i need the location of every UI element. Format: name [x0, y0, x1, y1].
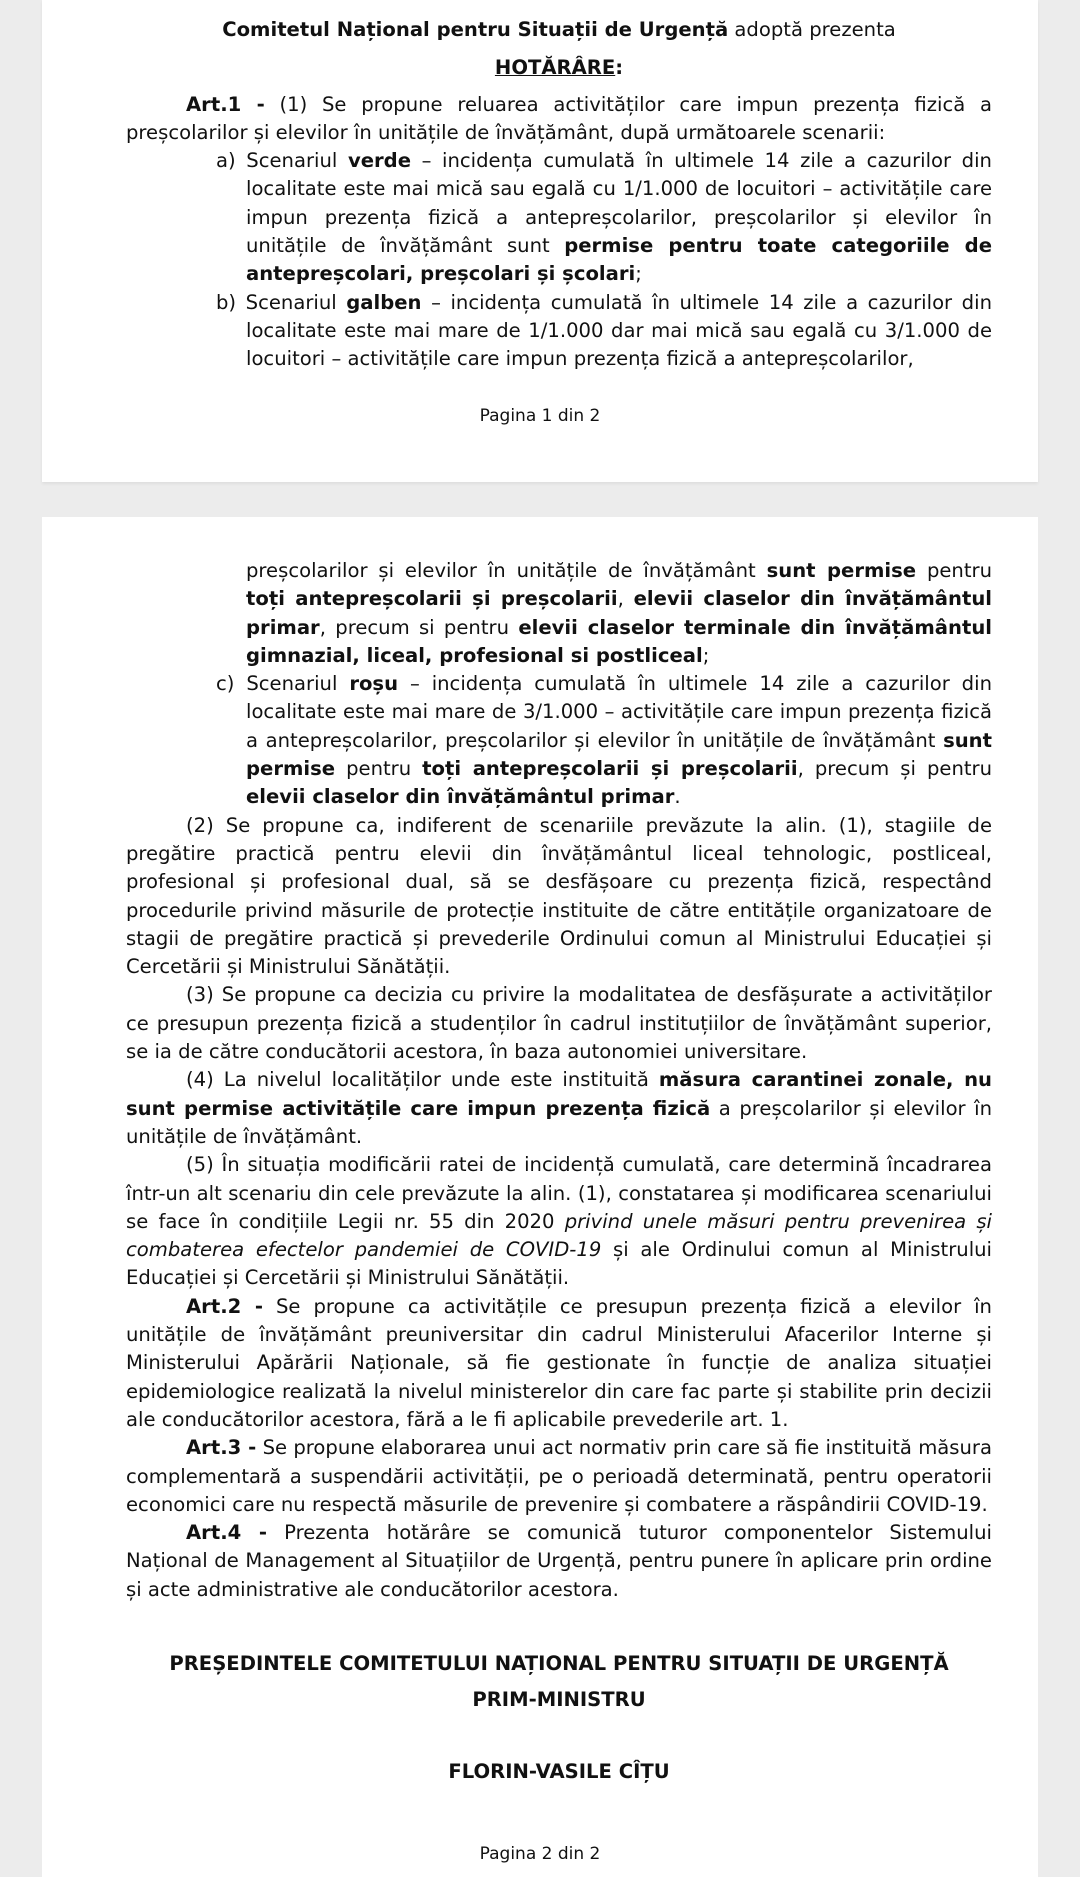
scenario-red-bold-3: elevii claselor din învățământul primar: [246, 785, 675, 809]
committee-name: Comitetul Național pentru Situații de Urgență: [222, 18, 729, 41]
article-4: [126, 1519, 992, 1604]
paragraph-5-law-title: privind unele măsuri pentru prevenirea și combaterea efectelor pandemiei de COVID-19: [126, 1209, 992, 1262]
yellow-cont-text-3: ,: [617, 587, 634, 611]
scenario-red-prefix: c) Scenariul: [216, 672, 350, 696]
scenario-red-end: .: [674, 785, 681, 809]
decision-header: [126, 16, 992, 44]
article-4-label: Art.4 -: [186, 1521, 268, 1545]
paragraph-3: (3) Se propune ca decizia cu privire la modalitatea de desfășurate a activităților ce presupun prezența fizică a studenților în cadrul instituțiilor de învățământ superior, se ia de către conducătorii acestora, în baza autonomiei universitare.: [126, 983, 992, 1064]
scenario-green-prefix: a) Scenariul: [216, 149, 348, 173]
paragraph-5-text-2: și ale Ordinului comun al Ministrului Educației și Cercetării și Ministrului Sănătății.: [126, 1238, 992, 1290]
paragraph-5-text-1: (5) În situația modificării ratei de incidență cumulată, care determină încadrarea într-un alt scenariu din cele prevăzute la alin. (1), constatarea și modificarea scenariului se face în condițiile Legii nr. 55 din 2020: [126, 1153, 992, 1233]
yellow-cont-text-4: , precum si pentru: [319, 615, 519, 639]
paragraph-4-text-2: a preșcolarilor și elevilor în unitățile de învățământ.: [126, 1096, 992, 1148]
scenario-green-end: ;: [635, 262, 642, 286]
title-colon: :: [615, 56, 624, 80]
scenario-red-bold-2: toți antepreșcolarii și preșcolarii: [422, 757, 798, 781]
scenario-red: [126, 670, 992, 811]
paragraph-4: [126, 1066, 992, 1151]
yellow-cont-end: ;: [702, 643, 710, 667]
header-rest: adoptă prezenta: [728, 18, 896, 41]
scenario-red-text-2: pentru: [335, 757, 423, 781]
article-3-text: Se propune elaborarea unui act normativ prin care să fie instituită măsura complementară a suspendării activității, pe o perioadă determinată, pentru operatorii economici care nu respectă măsurile de prevenire și combatere a răspândirii COVID-19.: [126, 1436, 992, 1516]
scenario-red-text-3: , precum și pentru: [797, 757, 993, 781]
yellow-cont-bold-2: toți antepreșcolarii și preșcolarii: [246, 587, 618, 611]
scenario-green-name: verde: [347, 149, 411, 173]
article-2: [126, 1293, 992, 1434]
scenario-red-name: roșu: [349, 672, 399, 696]
yellow-cont-text-2: pentru: [916, 559, 993, 582]
yellow-cont-bold-4: elevii claselor terminale din învățământul gimnazial, liceal, profesional si postliceal: [246, 615, 992, 667]
article-1-intro: [126, 91, 992, 148]
page-number-2: Pagina 2 din 2: [479, 1844, 601, 1864]
article-1-label: Art.1 -: [186, 92, 265, 116]
yellow-cont-bold-1: sunt permise: [766, 559, 917, 582]
article-2-text: Se propune ca activitățile ce presupun prezența fizică a elevilor în unitățile de învățământ preuniversitar din cadrul Ministerului Afacerilor Interne și Ministerului Apărării Naționale, să fie gestionate în funcție de analiza situației epidemiologice realizată la nivelul ministerelor din care fac parte și stabilite prin decizii ale conducătorilor acestora, fără a le fi aplicabile prevederile art. 1.: [126, 1294, 992, 1431]
paragraph-2: (2) Se propune ca, indiferent de scenariile prevăzute la alin. (1), stagiile de pregătire practică pentru elevii din învățământul liceal tehnologic, postliceal, profesional și profesional dual, să se desfășoare cu prezența fizică, respectând procedurile privind măsurile de protecție instituite de către entitățile organizatoare de stagii de pregătire practică și prevederile Ordinului comun al Ministrului Educației și Cercetării și Ministrului Sănătății.: [126, 813, 992, 979]
page-2-content: [126, 557, 992, 1786]
scenario-green-text: – incidența cumulată în ultimele 14 zile a cazurilor din localitate este mai mică sau egală cu 1/1.000 de locuitori – activitățile care impun prezența fizică a antepreșcolarilor, preșcolarilor și elevilor în unitățile de învățământ sunt: [246, 149, 992, 258]
signature-role: PRIM-MINISTRU: [472, 1687, 646, 1711]
paragraph-4-text-1: (4) La nivelul localităților unde este instituită: [186, 1068, 659, 1092]
scenario-yellow-continued: [126, 557, 992, 670]
article-1-intro-text: (1) Se propune reluarea activităților care impun prezența fizică a preșcolarilor și elevilor în unitățile de învățământ, după următoarele scenarii:: [126, 92, 992, 144]
yellow-cont-bold-3: elevii claselor din învățământul primar: [246, 587, 992, 639]
signature-title: PREȘEDINTELE COMITETULUI NAȚIONAL PENTRU SITUAȚII DE URGENȚĂ: [169, 1651, 949, 1675]
scenario-yellow-prefix: b) Scenariul: [216, 290, 347, 314]
scenario-red-text: – incidența cumulată în ultimele 14 zile a cazurilor din localitate este mai mare de 3/1.000 – activitățile care impun prezența fizică a antepreșcolarilor, preșcolarilor și elevilor în unitățile de învățământ: [246, 672, 992, 752]
scenario-green-bold: permise pentru toate categoriile de antepreșcolari, preșcolari și școlari: [246, 234, 992, 286]
scenario-yellow-name: galben: [346, 290, 422, 314]
article-3-label: Art.3 -: [186, 1436, 257, 1460]
title-text: HOTĂRÂRE: [494, 56, 616, 80]
article-3: [126, 1434, 992, 1519]
scenario-red-bold-1: sunt permise: [246, 728, 992, 781]
article-4-text: Prezenta hotărâre se comunică tuturor componentelor Sistemului Național de Management al Situațiilor de Urgență, pentru punere în aplicare prin ordine și acte administrative ale conducătorilor acestora.: [126, 1521, 992, 1601]
document-page-2: [42, 517, 1038, 1877]
yellow-cont-text-1: preșcolarilor și elevilor în unitățile de învățământ: [246, 559, 767, 582]
decision-title: [126, 54, 992, 82]
paragraph-5: [126, 1151, 992, 1292]
article-2-label: Art.2 -: [186, 1294, 263, 1318]
page-number-1: Pagina 1 din 2: [479, 406, 601, 426]
paragraph-4-bold: măsura carantinei zonale, nu sunt permise activitățile care impun prezența fizică: [126, 1068, 992, 1120]
scenario-green: [126, 147, 992, 288]
document-page-1: [42, 0, 1038, 482]
scenario-yellow-text: – incidența cumulată în ultimele 14 zile a cazurilor din localitate este mai mare de 1/1.000 dar mai mică sau egală cu 3/1.000 de locuitori – activitățile care impun prezența fizică a antepreșcolarilor,: [246, 290, 992, 371]
signature-name: FLORIN-VASILE CÎȚU: [448, 1759, 670, 1783]
page-1-content: [126, 16, 992, 374]
scenario-yellow: [126, 289, 992, 374]
